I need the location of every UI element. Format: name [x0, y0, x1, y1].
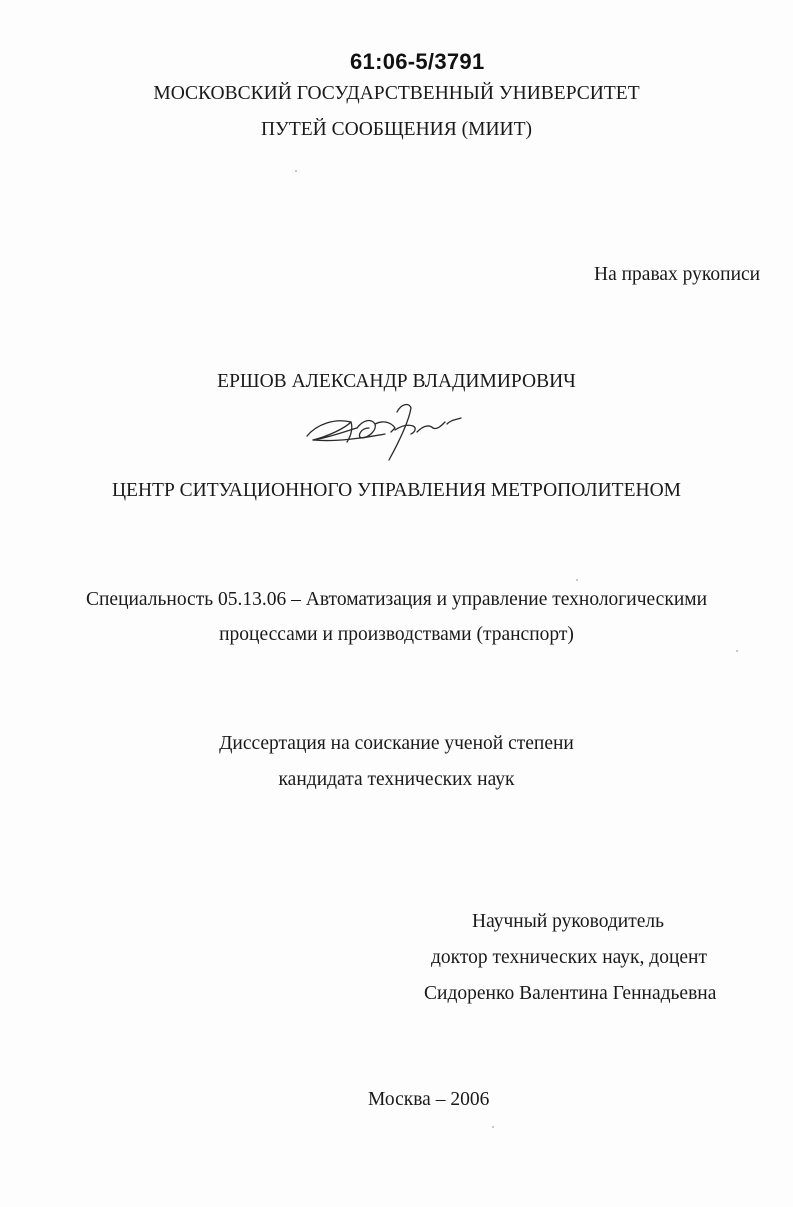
author-name: ЕРШОВ АЛЕКСАНДР ВЛАДИМИРОВИЧ [217, 371, 576, 392]
scan-speck [736, 650, 738, 652]
supervisor-name: Сидоренко Валентина Геннадьевна [424, 983, 717, 1004]
university-name-line1: МОСКОВСКИЙ ГОСУДАРСТВЕННЫЙ УНИВЕРСИТЕТ [153, 83, 640, 104]
manuscript-rights-note: На правах рукописи [594, 264, 761, 285]
place-and-year: Москва – 2006 [368, 1089, 490, 1110]
author-signature [305, 398, 465, 464]
scan-speck [492, 1126, 494, 1128]
specialty-line1: Специальность 05.13.06 – Автоматизация и управление технологическими [85, 589, 708, 610]
dissertation-title: ЦЕНТР СИТУАЦИОННОГО УПРАВЛЕНИЯ МЕТРОПОЛИТЕНОМ [111, 480, 682, 501]
degree-line2: кандидата технических наук [278, 769, 515, 790]
scan-speck [576, 579, 578, 581]
degree-line1: Диссертация на соискание ученой степени [219, 733, 574, 754]
specialty-line2: процессами и производствами (транспорт) [219, 624, 574, 645]
scan-speck [295, 170, 297, 172]
university-name-line2: ПУТЕЙ СООБЩЕНИЯ (МИИТ) [260, 119, 533, 140]
supervisor-rank: доктор технических наук, доцент [431, 947, 707, 968]
supervisor-label: Научный руководитель [472, 911, 665, 932]
library-stamp-code: 61:06-5/3791 [350, 49, 485, 74]
